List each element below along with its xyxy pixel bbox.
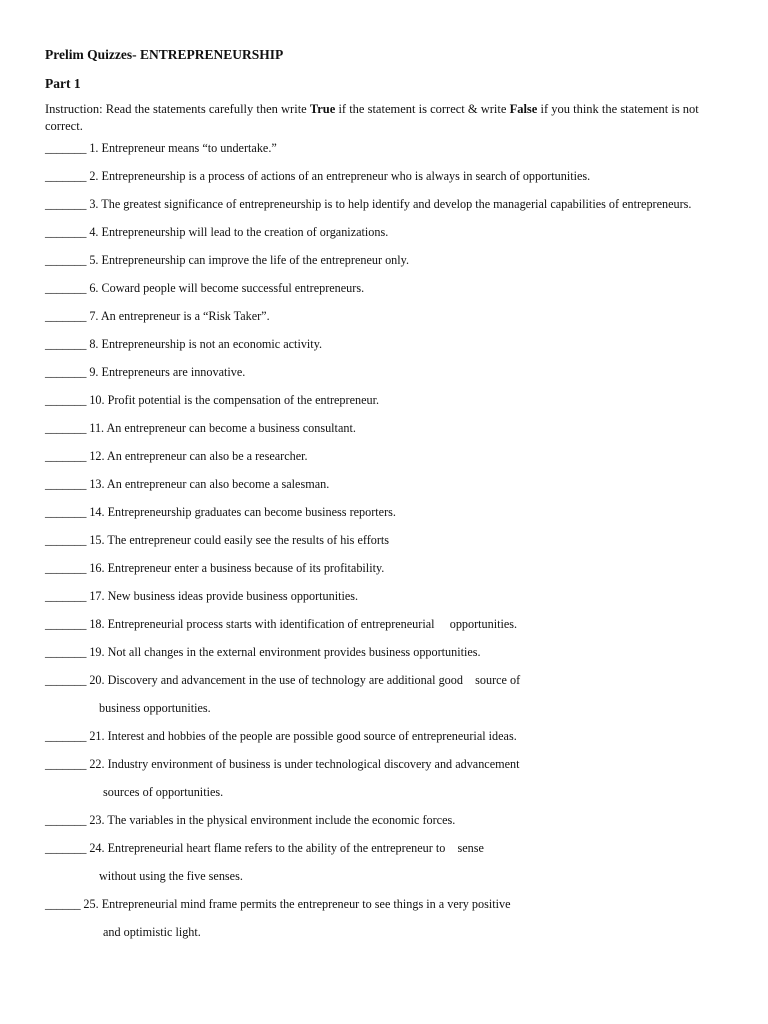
instruction-post: if you think the statement is not correct.	[45, 102, 699, 133]
answer-blank[interactable]: ______	[45, 897, 81, 911]
question-text-continuation: without using the five senses.	[99, 869, 243, 883]
question-item-13	[45, 476, 728, 493]
question-text: 15. The entrepreneur could easily see the results of his efforts	[86, 533, 390, 547]
question-item-6	[45, 280, 728, 297]
question-text: 22. Industry environment of business is under technological discovery and advancement	[86, 757, 520, 771]
question-text: 3. The greatest significance of entrepreneurship is to help identify and develop the managerial capabilities of entrepreneurs.	[86, 197, 692, 211]
instruction-text	[45, 101, 725, 135]
question-text: 11. An entrepreneur can become a business consultant.	[86, 421, 356, 435]
answer-blank[interactable]: _______	[45, 617, 87, 631]
question-text: 12. An entrepreneur can also be a researcher.	[86, 449, 308, 463]
question-item-23	[45, 812, 728, 829]
question-text: 10. Profit potential is the compensation of the entrepreneur.	[86, 393, 380, 407]
answer-blank[interactable]: _______	[45, 253, 87, 267]
question-item-8	[45, 336, 728, 353]
question-list	[45, 140, 728, 941]
answer-blank[interactable]: _______	[45, 533, 87, 547]
answer-blank[interactable]: _______	[45, 421, 87, 435]
question-text: 17. New business ideas provide business opportunities.	[86, 589, 359, 603]
question-text: 20. Discovery and advancement in the use of technology are additional good source of	[86, 673, 521, 687]
question-text: 9. Entrepreneurs are innovative.	[86, 365, 246, 379]
question-text: 16. Entrepreneur enter a business because of its profitability.	[86, 561, 385, 575]
question-item-12	[45, 448, 728, 465]
answer-blank[interactable]: _______	[45, 141, 87, 155]
answer-blank[interactable]: _______	[45, 365, 87, 379]
answer-blank[interactable]: _______	[45, 729, 87, 743]
answer-blank[interactable]: _______	[45, 337, 87, 351]
instruction-pre: Instruction: Read the statements carefully then write	[45, 102, 310, 116]
question-item-15	[45, 532, 728, 549]
question-item-7	[45, 308, 728, 325]
question-text: 14. Entrepreneurship graduates can become business reporters.	[86, 505, 396, 519]
question-text: 8. Entrepreneurship is not an economic activity.	[86, 337, 323, 351]
answer-blank[interactable]: _______	[45, 673, 87, 687]
answer-blank[interactable]: _______	[45, 393, 87, 407]
answer-blank[interactable]: _______	[45, 197, 87, 211]
question-text: 1. Entrepreneur means “to undertake.”	[86, 141, 277, 155]
answer-blank[interactable]: _______	[45, 169, 87, 183]
instruction-true-word: True	[309, 102, 336, 116]
question-text: 24. Entrepreneurial heart flame refers to the ability of the entrepreneur to sense	[86, 841, 484, 855]
question-item-16	[45, 560, 728, 577]
question-text: 13. An entrepreneur can also become a salesman.	[86, 477, 330, 491]
question-text: 5. Entrepreneurship can improve the life of the entrepreneur only.	[86, 253, 409, 267]
question-item-14	[45, 504, 728, 521]
question-text: 2. Entrepreneurship is a process of actions of an entrepreneur who is always in search of opportunities.	[86, 169, 591, 183]
question-item-25	[45, 896, 728, 941]
answer-blank[interactable]: _______	[45, 505, 87, 519]
answer-blank[interactable]: _______	[45, 645, 87, 659]
question-item-1	[45, 140, 728, 157]
question-item-21	[45, 728, 728, 745]
question-item-5	[45, 252, 728, 269]
question-text-continuation: business opportunities.	[99, 701, 211, 715]
question-text: 23. The variables in the physical environment include the economic forces.	[86, 813, 456, 827]
question-item-11	[45, 420, 728, 437]
question-text: 6. Coward people will become successful entrepreneurs.	[86, 281, 365, 295]
question-item-3	[45, 196, 735, 213]
answer-blank[interactable]: _______	[45, 225, 87, 239]
question-text: 21. Interest and hobbies of the people are possible good source of entrepreneurial ideas.	[86, 729, 517, 743]
question-item-18	[45, 616, 728, 633]
question-item-4	[45, 224, 728, 241]
answer-blank[interactable]: _______	[45, 589, 87, 603]
question-text: 25. Entrepreneurial mind frame permits the entrepreneur to see things in a very positive	[80, 897, 511, 911]
question-text: 7. An entrepreneur is a “Risk Taker”.	[86, 309, 270, 323]
part-heading: Part 1	[45, 76, 81, 91]
question-text-continuation: sources of opportunities.	[103, 785, 224, 799]
question-text-continuation: and optimistic light.	[103, 925, 201, 939]
answer-blank[interactable]: _______	[45, 477, 87, 491]
question-text: 4. Entrepreneurship will lead to the creation of organizations.	[86, 225, 389, 239]
question-text: 19. Not all changes in the external environment provides business opportunities.	[86, 645, 481, 659]
question-item-2	[45, 168, 728, 185]
question-item-17	[45, 588, 728, 605]
answer-blank[interactable]: _______	[45, 309, 87, 323]
question-item-19	[45, 644, 728, 661]
question-item-10	[45, 392, 728, 409]
answer-blank[interactable]: _______	[45, 757, 87, 771]
answer-blank[interactable]: _______	[45, 841, 87, 855]
answer-blank[interactable]: _______	[45, 561, 87, 575]
question-item-9	[45, 364, 728, 381]
question-item-22	[45, 756, 728, 801]
question-item-20	[45, 672, 728, 717]
document-title: Prelim Quizzes- ENTREPRENEURSHIP	[45, 47, 284, 62]
answer-blank[interactable]: _______	[45, 449, 87, 463]
instruction-mid: if the statement is correct & write	[335, 102, 510, 116]
instruction-false-word: False	[509, 102, 538, 116]
question-item-24	[45, 840, 728, 885]
answer-blank[interactable]: _______	[45, 813, 87, 827]
answer-blank[interactable]: _______	[45, 281, 87, 295]
question-text: 18. Entrepreneurial process starts with identification of entrepreneurial opportunities.	[86, 617, 518, 631]
